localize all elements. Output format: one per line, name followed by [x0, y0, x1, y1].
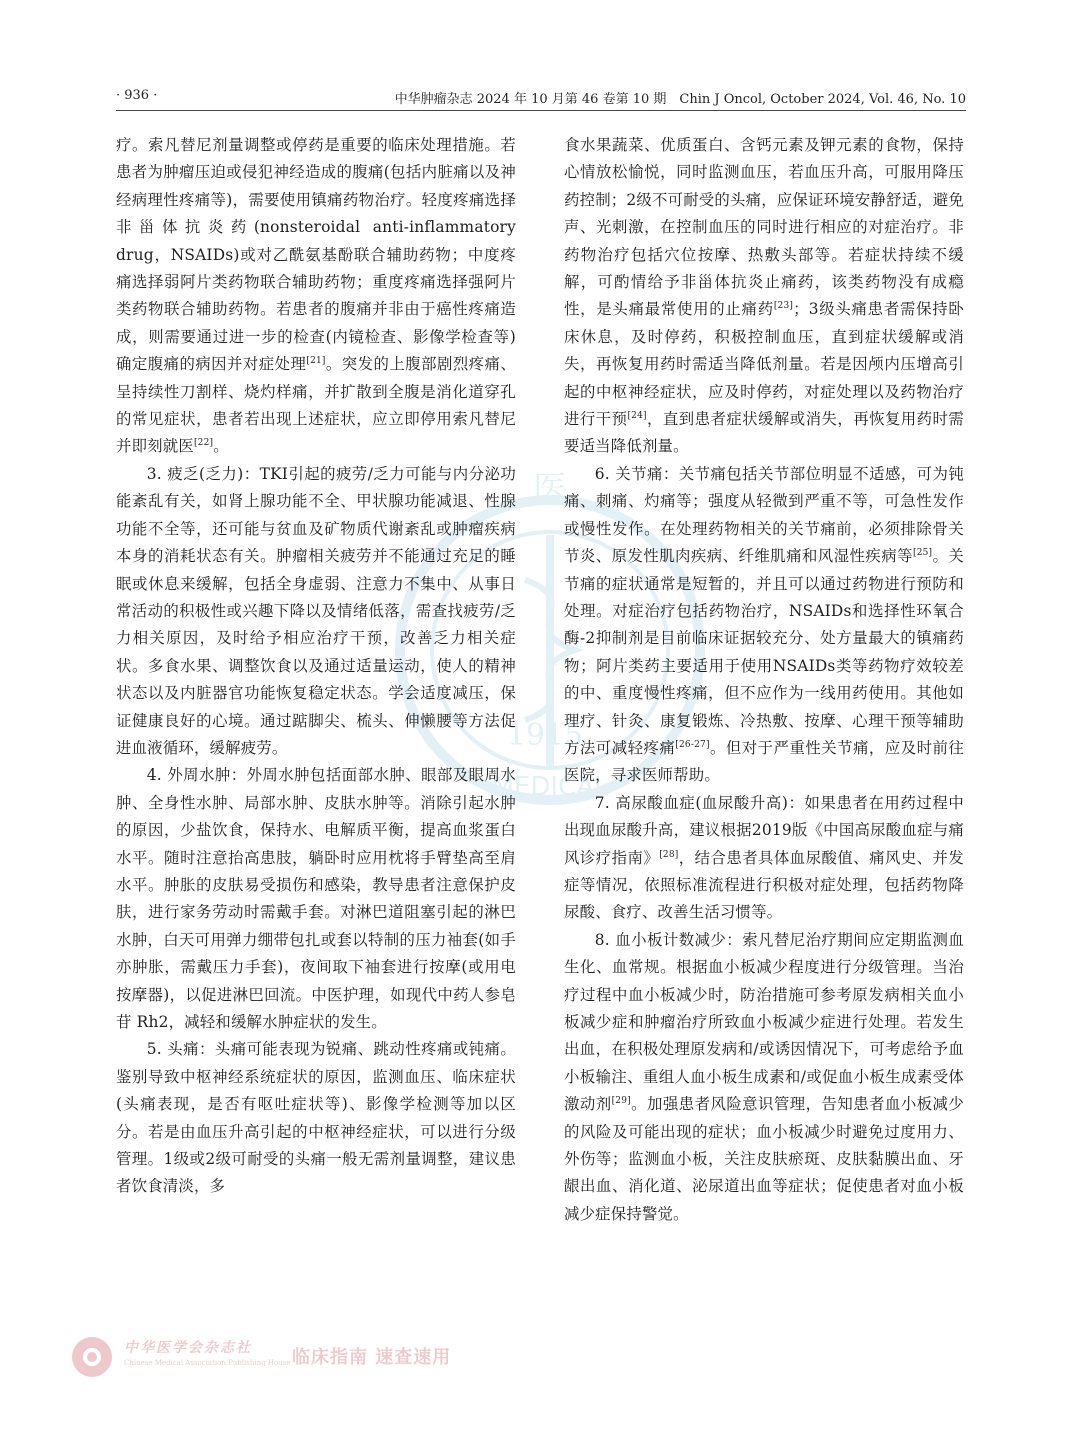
paragraph-text: ，结合患者具体血尿酸值、痛风史、并发症等情况，依照标准流程进行积极对症处理，包括药物降尿酸、食疗、改善生活习惯等。 [564, 848, 964, 922]
paragraph-text: 疗。索凡替尼剂量调整或停药是重要的临床处理措施。若患者为肿瘤压迫或侵犯神经造成的腹痛(包括内脏痛以及神经病理性疼痛等)，需要使用镇痛药物治疗。轻度疼痛选择非甾体抗炎药(nonsteroidal anti-inflammatory drug，NSAIDs)或对乙酰氨基酚联合辅助药物；中度疼痛选择弱阿片类药物联合辅助药物；重度疼痛选择强阿片类药物联合辅助药物。若患者的腹痛并非由于癌性疼痛造成，则需要通过进一步的检查(内镜检查、影像学检查等)确定腹痛的病因并对症处理 [116, 136, 516, 374]
publisher-emblem-icon [70, 1335, 114, 1379]
citation-ref: [24] [627, 410, 647, 421]
paragraph-text: 8. 血小板计数减少：索凡替尼治疗期间应定期监测血生化、血常规。根据血小板减少程度进行分级管理。当治疗过程中血小板减少时，防治措施可参考原发病相关血小板减少症和肿瘤治疗所致血小板减少症进行处理。若发生出血，在积极处理原发病和/或诱因情况下，可考虑给予血小板输注、重组人血小板生成素和/或促血小板生成素受体激动剂 [564, 930, 964, 1114]
journal-citation: 中华肿瘤杂志 2024 年 10 月第 46 卷第 10 期 Chin J Oncol, October 2024, Vol. 46, No. 10 [394, 92, 966, 107]
citation-ref: [26-27] [675, 739, 710, 750]
citation-ref: [23] [773, 301, 794, 312]
paragraph-text: 6. 关节痛：关节痛包括关节部位明显不适感，可为钝痛、刺痛、灼痛等；强度从轻微到严重不等，可急性发作或慢性发作。在处理药物相关的关节痛前，必须排除骨关节炎、原发性肌肉疾病、纤维肌痛和风湿性疾病等 [564, 464, 964, 566]
citation-ref: [22] [193, 438, 214, 449]
paragraph-text: 。但对于严重性关节痛，应及时前往医院，寻求医师帮助。 [564, 738, 964, 785]
paragraph-text: 。 [213, 437, 229, 456]
right-column [564, 132, 964, 1228]
brand-text: 临床指南 速查速用 [292, 1347, 452, 1368]
publisher-logo [70, 1335, 452, 1379]
paragraph-text: 7. 高尿酸血症(血尿酸升高)：如果患者在用药过程中出现血尿酸升高，建议根据2019版《中国高尿酸血症与痛风诊疗指南》 [564, 793, 964, 867]
paragraph-headache-continued [564, 132, 964, 461]
citation-ref: [28] [659, 849, 679, 860]
paragraph-fatigue: 3. 疲乏(乏力)：TKI引起的疲劳/乏力可能与内分泌功能紊乱有关，如肾上腺功能不全、甲状腺功能减退、性腺功能不全等，还可能与贫血及矿物质代谢紊乱或肿瘤疾病本身的消耗状态有关。肿瘤相关疲劳并不能通过充足的睡眠或休息来缓解，包括全身虚弱、注意力不集中、从事日常活动的积极性或兴趣下降以及情绪低落，需查找疲劳/乏力相关原因，及时给予相应治疗干预，改善乏力相关症状。多食水果、调整饮食以及通过适量运动，使人的精神状态以及内脏器官功能恢复稳定状态。学会适度减压，保证健康良好的心境。通过踮脚尖、梳头、伸懒腰等方法促进血液循环，缓解疲劳。 [116, 464, 516, 757]
running-header [116, 86, 966, 111]
left-column [116, 132, 516, 1201]
paragraph-text: 。关节痛的症状通常是短暂的，并且可以通过药物进行预防和处理。对症治疗包括药物治疗，NSAIDs和选择性环氧合酶-2抑制剂是目前临床证据较充分、处方量最大的镇痛药物；阿片类药主要适用于使用NSAIDs类等药物疗效较差的中、重度慢性疼痛，但不应作为一线用药使用。其他如理疗、针灸、康复锻炼、冷热敷、按摩、心理干预等辅助方法可减轻疼痛 [564, 547, 964, 757]
publisher-name-en: Chinese Medical Association Publishing House [124, 1359, 291, 1367]
paragraph-headache: 5. 头痛：头痛可能表现为锐痛、跳动性疼痛或钝痛。鉴别导致中枢神经系统症状的原因，监测血压、临床症状(头痛表现，是否有呕吐症状等)、影像学检测等加以区分。若是由血压升高引起的中枢神经症状，可以进行分级管理。1级或2级可耐受的头痛一般无需剂量调整，建议患者饮食清淡，多 [116, 1040, 516, 1196]
paragraph-text: 。加强患者风险意识管理，告知患者血小板减少的风险及可能出现的症状；血小板减少时避免过度用力、外伤等；监测血小板，关注皮肤瘀斑、皮肤黏膜出血、牙龈出血、消化道、泌尿道出血等症状；促使患者对血小板减少症保持警觉。 [564, 1095, 964, 1223]
paragraph-arthralgia [564, 461, 964, 790]
paragraph-text: ；3级头痛患者需保持卧床休息，及时停药，积极控制血压，直到症状缓解或消失，再恢复用药时需适当降低剂量。若是因颅内压增高引起的中枢神经症状，应及时停药，对症处理以及药物治疗进行干预 [564, 300, 964, 429]
paragraph-pain-continued [116, 132, 516, 461]
watermark-char: 医 [533, 469, 567, 509]
paragraph-thrombocytopenia [564, 927, 964, 1228]
paragraph-text: ，直到患者症状缓解或消失，再恢复用药时需要适当降低剂量。 [564, 410, 964, 456]
citation-ref: [29] [611, 1096, 631, 1107]
watermark-text: MEDICAL [491, 772, 609, 802]
paragraph-text: 。突发的上腹部剧烈疼痛、呈持续性刀割样、烧灼样痛，并扩散到全腹是消化道穿孔的常见症状，患者若出现上述症状，应立即停用索凡替尼并即刻就医 [116, 355, 516, 456]
citation-ref: [21] [306, 356, 326, 367]
watermark-year: 1915 [506, 718, 584, 753]
page-number: · 936 · [116, 88, 158, 103]
paragraph-peripheral-edema: 4. 外周水肿：外周水肿包括面部水肿、眼部及眼周水肿、全身性水肿、局部水肿、皮肤水肿等。消除引起水肿的原因，少盐饮食，保持水、电解质平衡，提高血浆蛋白水平。随时注意抬高患肢，躺卧时应用枕将手臂垫高至肩水平。肿胀的皮肤易受损伤和感染，教导患者注意保护皮肤，进行家务劳动时需戴手套。对淋巴道阻塞引起的淋巴水肿，白天可用弹力绷带包扎或套以特制的压力袖套(如手亦肿胀，需戴压力手套)，夜间取下袖套进行按摩(或用电按摩器)，以促进淋巴回流。中医护理，如现代中药人参皂苷 Rh2，减轻和缓解水肿症状的发生。 [116, 766, 516, 1031]
paragraph-text: 食水果蔬菜、优质蛋白、含钙元素及钾元素的食物，保持心情放松愉悦，同时监测血压，若血压升高，可服用降压药控制；2级不可耐受的头痛，应保证环境安静舒适，避免声、光刺激，在控制血压的同时进行相应的对症治疗。非药物治疗包括穴位按摩、热敷头部等。若症状持续不缓解，可酌情给予非甾体抗炎止痛药，该类药物没有成瘾性，是头痛最常使用的止痛药 [564, 136, 964, 319]
publisher-name-cn: 中华医学会杂志社 [124, 1340, 252, 1356]
paragraph-hyperuricemia [564, 790, 964, 927]
citation-ref: [25] [912, 547, 933, 558]
